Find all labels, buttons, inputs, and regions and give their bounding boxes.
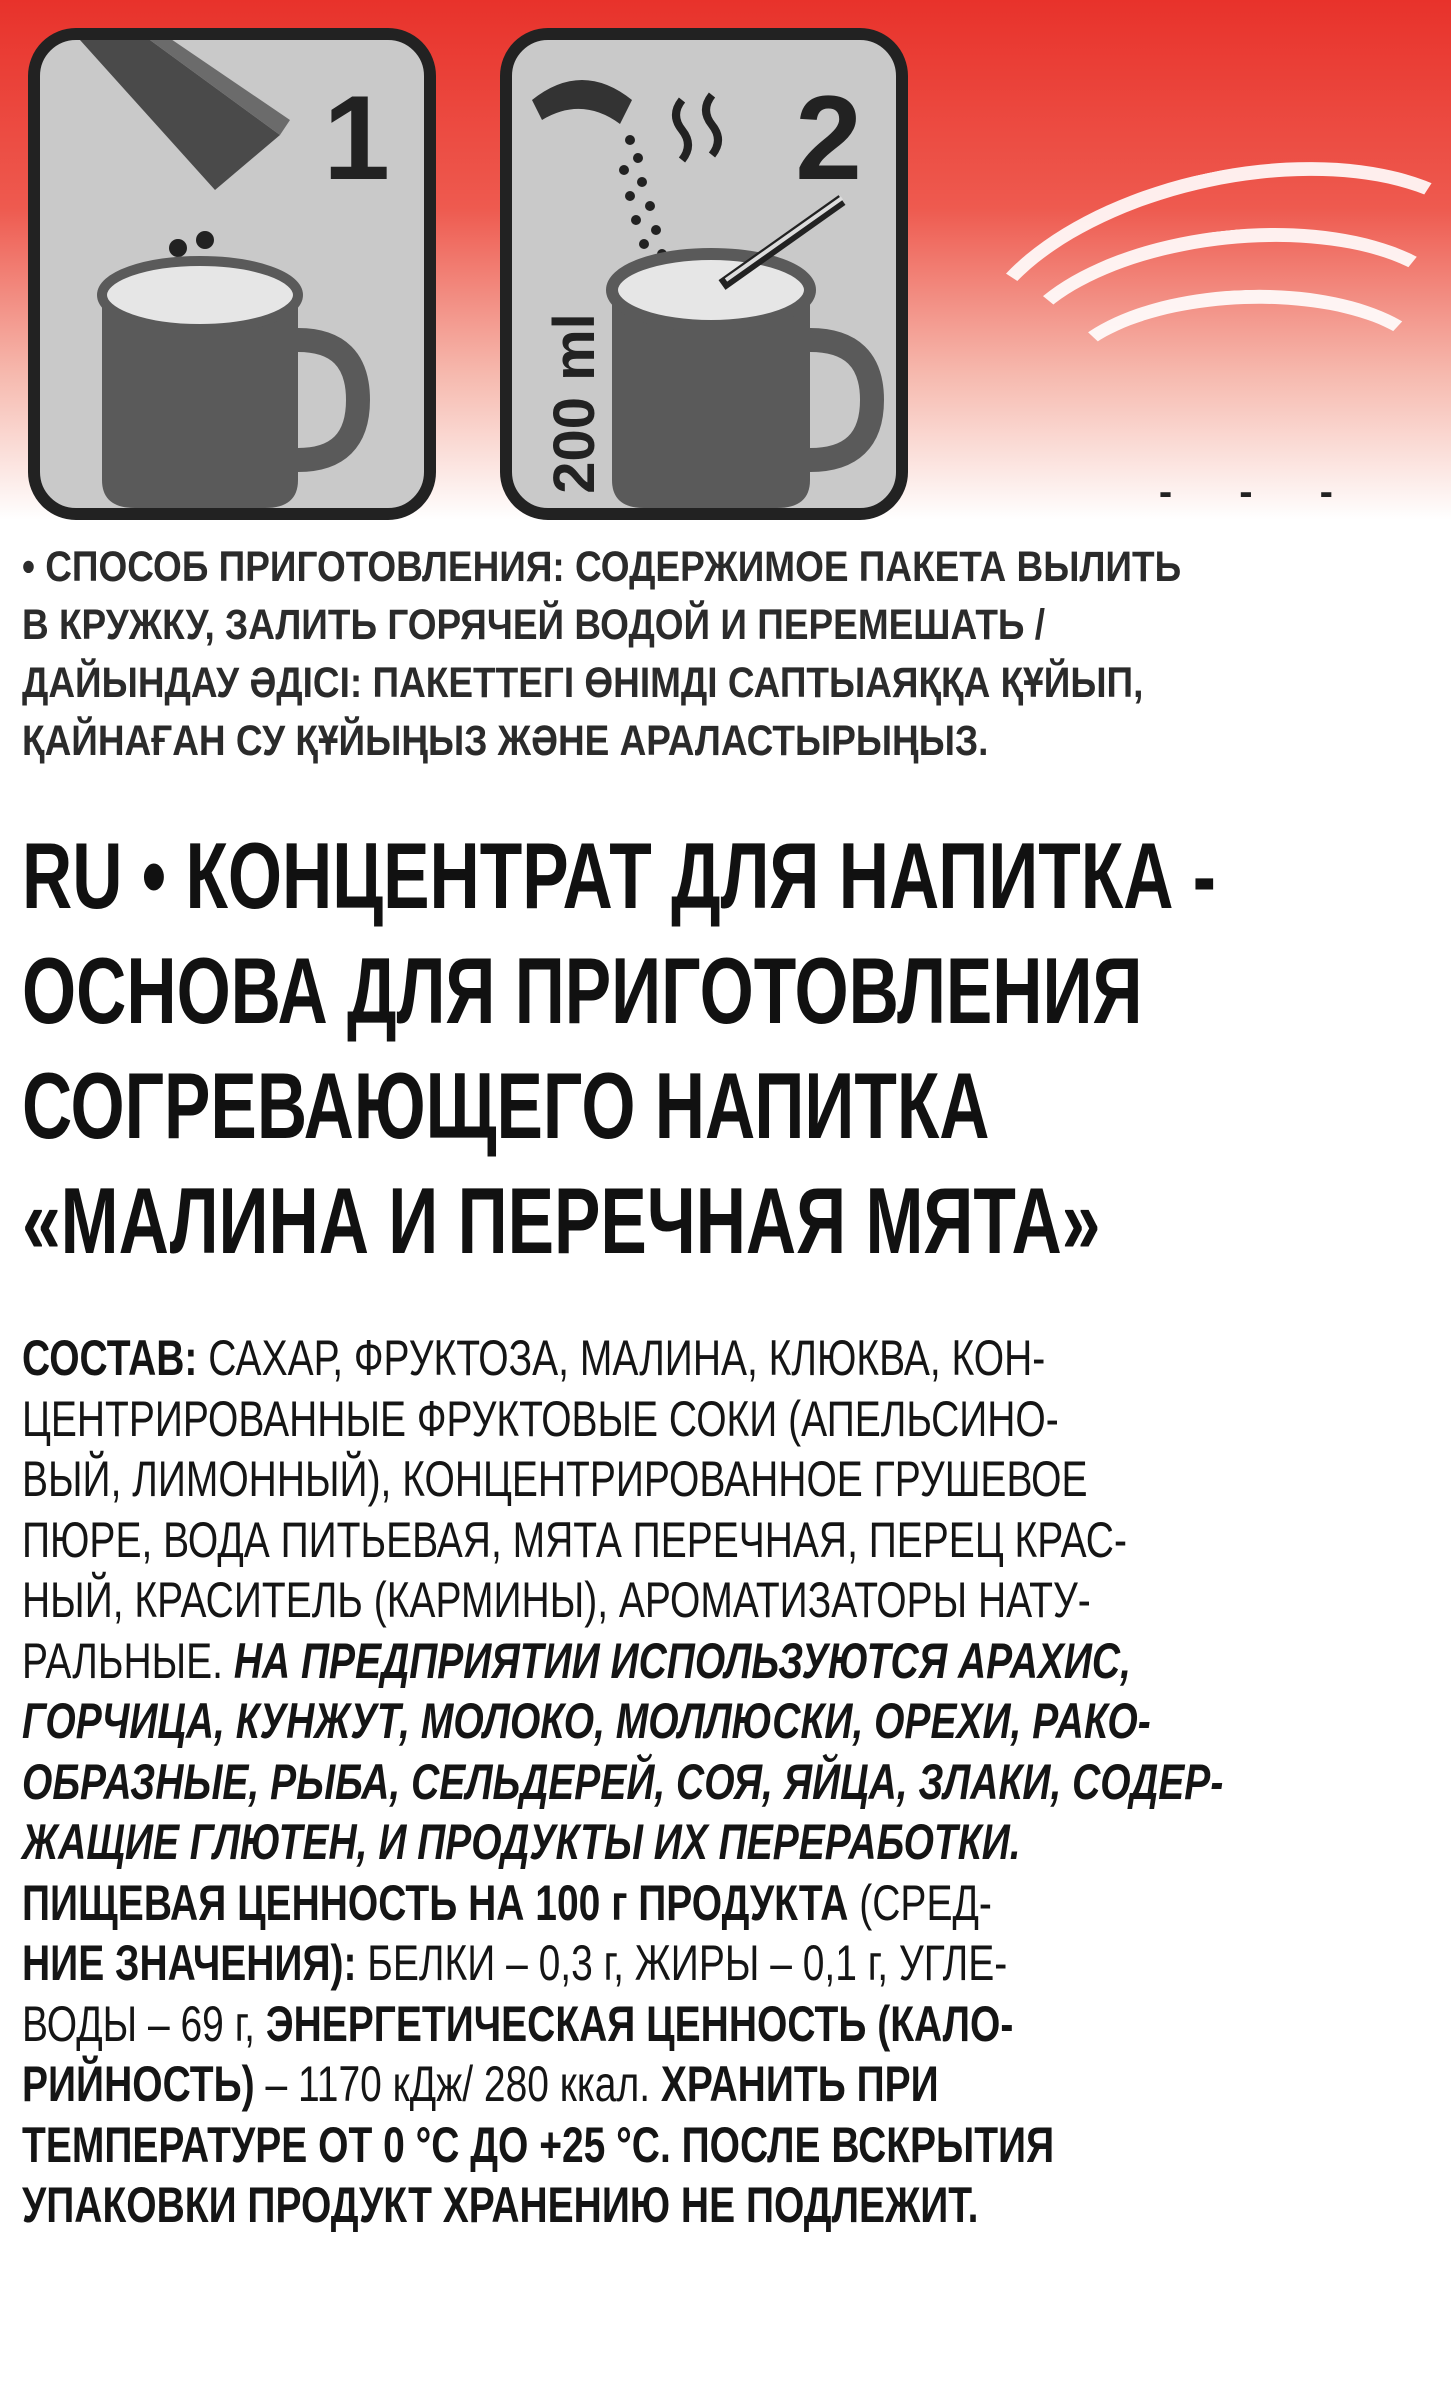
text-line: ЦЕНТРИРОВАННЫЕ ФРУКТОВЫЕ СОКИ (АПЕЛЬСИНО- [22, 1390, 1059, 1447]
text-line: ҚАЙНАҒАН СУ ҚҰЙЫҢЫЗ ЖӘНЕ АРАЛАСТЫРЫҢЫЗ. [22, 717, 989, 765]
preparation-instructions [22, 538, 1432, 770]
storage-label: ХРАНИТЬ ПРИ [660, 2056, 939, 2112]
separator-dashes: - - - [1158, 470, 1361, 514]
composition-section [22, 1328, 1432, 2236]
text-line: ПЮРЕ, ВОДА ПИТЬЕВАЯ, МЯТА ПЕРЕЧНАЯ, ПЕРЕЦ КРАС- [22, 1511, 1127, 1568]
step-1-illustration [28, 28, 436, 520]
text-line: ТЕМПЕРАТУРЕ ОТ 0 °С ДО +25 °С. ПОСЛЕ ВСКРЫТИЯ [22, 2116, 1055, 2173]
text-line: УПАКОВКИ ПРОДУКТ ХРАНЕНИЮ НЕ ПОДЛЕЖИТ. [22, 2177, 979, 2233]
text-line: НЫЙ, КРАСИТЕЛЬ (КАРМИНЫ), АРОМАТИЗАТОРЫ НАТУ- [22, 1572, 1091, 1628]
text-line: СОСТАВ: САХАР, ФРУКТОЗА, МАЛИНА, КЛЮКВА, КОН- [22, 1330, 1046, 1386]
nutrition-label: ПИЩЕВАЯ ЦЕННОСТЬ НА 100 г ПРОДУКТА [22, 1874, 849, 1931]
text-line: ДАЙЫНДАУ ӘДІСІ: ПАКЕТТЕГІ ӨНІМДІ САПТЫАЯҚҚА ҚҰЙЫП, [22, 659, 1144, 707]
step-number: 2 [795, 71, 862, 205]
allergen-warning-line: ГОРЧИЦА, КУНЖУТ, МОЛОКО, МОЛЛЮСКИ, ОРЕХИ, РАКО- [22, 1693, 1151, 1749]
volume-label: 200 ml [541, 313, 607, 494]
title-line: СОГРЕВАЮЩЕГО НАПИТКА [22, 1053, 990, 1158]
title-line: RU • КОНЦЕНТРАТ ДЛЯ НАПИТКА - [22, 823, 1216, 928]
allergen-warning-line: ЖАЩИЕ ГЛЮТЕН, И ПРОДУКТЫ ИХ ПЕРЕРАБОТКИ. [22, 1814, 1021, 1870]
text-line: ПИЩЕВАЯ ЦЕННОСТЬ НА 100 г ПРОДУКТА (СРЕД- [22, 1874, 992, 1931]
text-line: РИЙНОСТЬ) – 1170 кДж/ 280 ккал. ХРАНИТЬ ПРИ [22, 2056, 939, 2112]
text-line: ВОДЫ – 69 г, ЭНЕРГЕТИЧЕСКАЯ ЦЕННОСТЬ (КАЛО- [22, 1995, 1014, 2052]
text-line: НИЕ ЗНАЧЕНИЯ): БЕЛКИ – 0,3 г, ЖИРЫ – 0,1 г, УГЛЕ- [22, 1935, 1008, 1991]
text-line: РАЛЬНЫЕ. НА ПРЕДПРИЯТИИ ИСПОЛЬЗУЮТСЯ АРАХИС, [22, 1632, 1131, 1689]
text-line: В КРУЖКУ, ЗАЛИТЬ ГОРЯЧЕЙ ВОДОЙ И ПЕРЕМЕШАТЬ / [22, 601, 1046, 649]
text-line: • СПОСОБ ПРИГОТОВЛЕНИЯ: СОДЕРЖИМОЕ ПАКЕТА ВЫЛИТЬ [22, 543, 1182, 591]
step-2-illustration [500, 28, 908, 520]
text-line: ВЫЙ, ЛИМОННЫЙ), КОНЦЕНТРИРОВАННОЕ ГРУШЕВОЕ [22, 1451, 1088, 1507]
title-line: «МАЛИНА И ПЕРЕЧНАЯ МЯТА» [22, 1168, 1101, 1273]
product-title [22, 818, 1432, 1278]
title-line: ОСНОВА ДЛЯ ПРИГОТОВЛЕНИЯ [22, 938, 1143, 1043]
allergen-warning: НА ПРЕДПРИЯТИИ ИСПОЛЬЗУЮТСЯ АРАХИС, [233, 1632, 1131, 1689]
step-number: 1 [323, 71, 390, 205]
composition-label: СОСТАВ: [22, 1330, 198, 1386]
allergen-warning-line: ОБРАЗНЫЕ, РЫБА, СЕЛЬДЕРЕЙ, СОЯ, ЯЙЦА, ЗЛАКИ, СОДЕР- [22, 1753, 1224, 1810]
